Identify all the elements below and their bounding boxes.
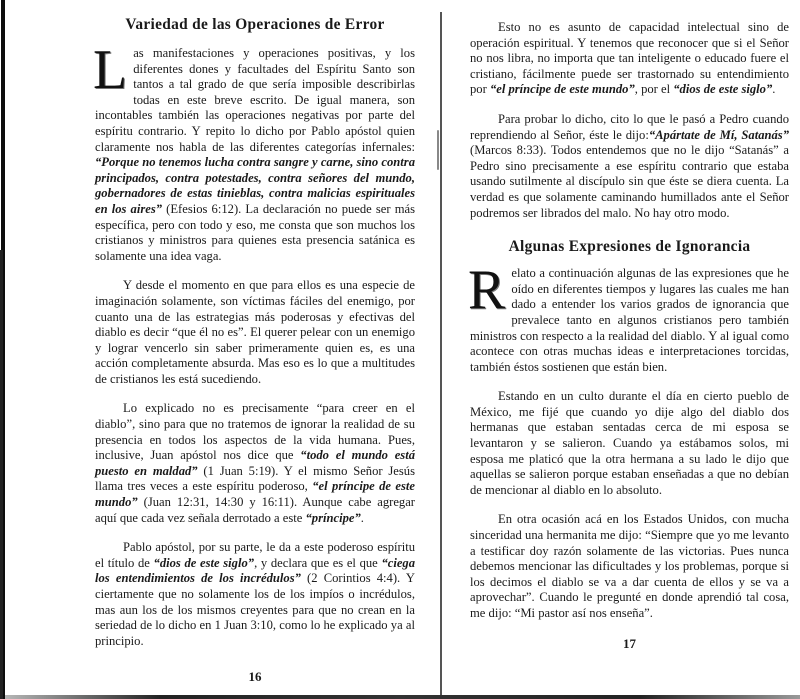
paragraph-1: Las manifestaciones y operaciones positivas, y los diferentes dones y facultades del Espíritu Santo son tantos a tal grado de que sería imposible describirlas todas en este breve escrito. De igual manera, son incontables también las operaciones negativas por parte del espíritu contrario. Y repito lo dicho por Pablo apóstol quien claramente nos habla de las diferentes categorías infernales: “Porque no tenemos lucha contra sangre y carne, sino contra principados, contra potestades, contra señores del mundo, gobernadores de estas tinieblas, contra malicias espirituales en los aires” (Efesios 6:12). La declaración no puede ser más específica, pero con todo y eso, me consta que son muchos los cristianos y ministros para quienes esta presencia satánica es solamente una idea vaga.: [93, 39, 415, 263]
paragraph-2: Para probar lo dicho, cito lo que le pasó a Pedro cuando reprendiendo al Señor, éste le dijo:“Apártate de Mí, Satanás” (Marcos 8:33). Todos entendemos que no le dijo “Satanás” a Pedro sino precisamente a ese espíritu contrario que estaba usando sutilmente al discípulo sin que éste se diera cuenta. La verdad es que solamente caminando humillados ante el Señor podremos ser librados del malo. No hay otro modo.: [470, 111, 789, 220]
book-bottom-edge: [0, 695, 800, 699]
bible-quote: “Porque no tenemos lucha contra sangre y carne, sino contra principados, contra potestades, contra señores del mundo, gobernadores de estas tinieblas, contra malicias espirituales en los aires”: [95, 155, 415, 216]
bible-quote: “el príncipe de este mundo”: [95, 479, 415, 510]
left-page: [95, 0, 415, 685]
drop-cap: R: [468, 259, 506, 322]
section-heading: Algunas Expresiones de Ignorancia: [508, 238, 751, 256]
paragraph-5: En otra ocasión acá en los Estados Unidos, con mucha sinceridad una hermanita me dijo: “Siempre que yo me levanto a testificar doy razón solamente de las victorias. Pues nunca debemos mencionar las dificultades y los problemas, porque si los decimos el diablo se va a dar cuenta de ellos y se va a aprovechar”. Cuando le pregunté en donde aprendió tal cosa, me dijo: “Mi pastor así nos enseña”.: [470, 512, 789, 620]
drop-cap: L: [93, 39, 128, 101]
paragraph-4: Pablo apóstol, por su parte, le da a este poderoso espíritu el título de “dios de este siglo”, y declara que es el que “ciega los entendimientos de los incrédulos” (2 Corintios 4:4). Y ciertamente que no solamente los de los impíos o incrédulos, mas aun los de los mismos creyentes para que no crean en la seriedad de lo dicho en 1 Juan 3:10, como lo he explicado ya al principio.: [95, 540, 416, 648]
page-number: 17: [623, 635, 636, 651]
bible-quote: “dios de este siglo”: [673, 82, 773, 97]
bible-quote: “dios de este siglo”: [153, 555, 255, 570]
paragraph-1: Esto no es asunto de capacidad intelectual sino de operación espiritual. Y tenemos que reconocer que si el Señor no nos libra, no importa que tan inteligente o educado fuere el cristiano, fácilmente puede ser trastornado su entendimiento por “el príncipe de este mundo”, por el “dios de este siglo”.: [470, 20, 789, 97]
paragraph-3: Lo explicado no es precisamente “para creer en el diablo”, sino para que no tratemos de ignorar la realidad de su presencia en todos los aspectos de la vida humana. Pues, inclusive, Juan apóstol nos dice que “todo el mundo está puesto en maldad” (1 Juan 5:19). Y el mismo Señor Jesús llama tres veces a este espíritu poderoso, “el príncipe de este mundo” (Juan 12:31, 14:30 y 16:11). Aunque cabe agregar aquí que cada vez señala derrotado a este “príncipe”.: [95, 401, 416, 525]
bible-quote: “ciega los entendimientos de los incrédulos”: [95, 555, 416, 586]
right-page: [470, 0, 789, 652]
bible-quote: “el príncipe de este mundo”: [489, 82, 635, 97]
bible-quote: “todo el mundo está puesto en maldad”: [95, 448, 416, 478]
section-heading: Variedad de las Operaciones de Error: [125, 16, 385, 33]
paragraph-3: Relato a continuación algunas de las expresiones que he oído en diferentes tiempos y lugares las cuales me han dado a entender los varios grados de ignorancia que prevalece tanto en algunos cristianos pero también ministros con respecto a la realidad del diablo. Y al igual como acontece con otras muchas ideas e interpretaciones torcidas, también éstos sostienen que están bien.: [468, 259, 789, 374]
bible-quote: “príncipe”: [305, 510, 361, 525]
page-number: 16: [248, 669, 262, 685]
bible-quote: “Apártate de Mí, Satanás”: [648, 127, 789, 142]
paragraph-2: Y desde el momento en que para ellos es una especie de imaginación solamente, son víctimas fáciles del enemigo, por cuanto una de las estrategias más poderosas y efectivas del diablo es decir “que él no es”. El querer pelear con un enemigo y lograr vencerlo sin saber primeramente quien es, es una acción completamente absurda. Mas eso es lo que a multitudes de cristianos les está sucediendo.: [95, 278, 415, 386]
paragraph-4: Estando en un culto durante el día en cierto pueblo de México, me fijé que cuando yo dije algo del diablo dos hermanas que estaban sentadas cerca de mi esposa se levantaron y se salieron. Cuando ya estábamos solos, mi esposa me platicó que la otra hermana a su lado le dijo que aquellas se salieron porque estaban enseñadas a que no debían de mencionar al diablo en lo absoluto.: [470, 389, 789, 497]
